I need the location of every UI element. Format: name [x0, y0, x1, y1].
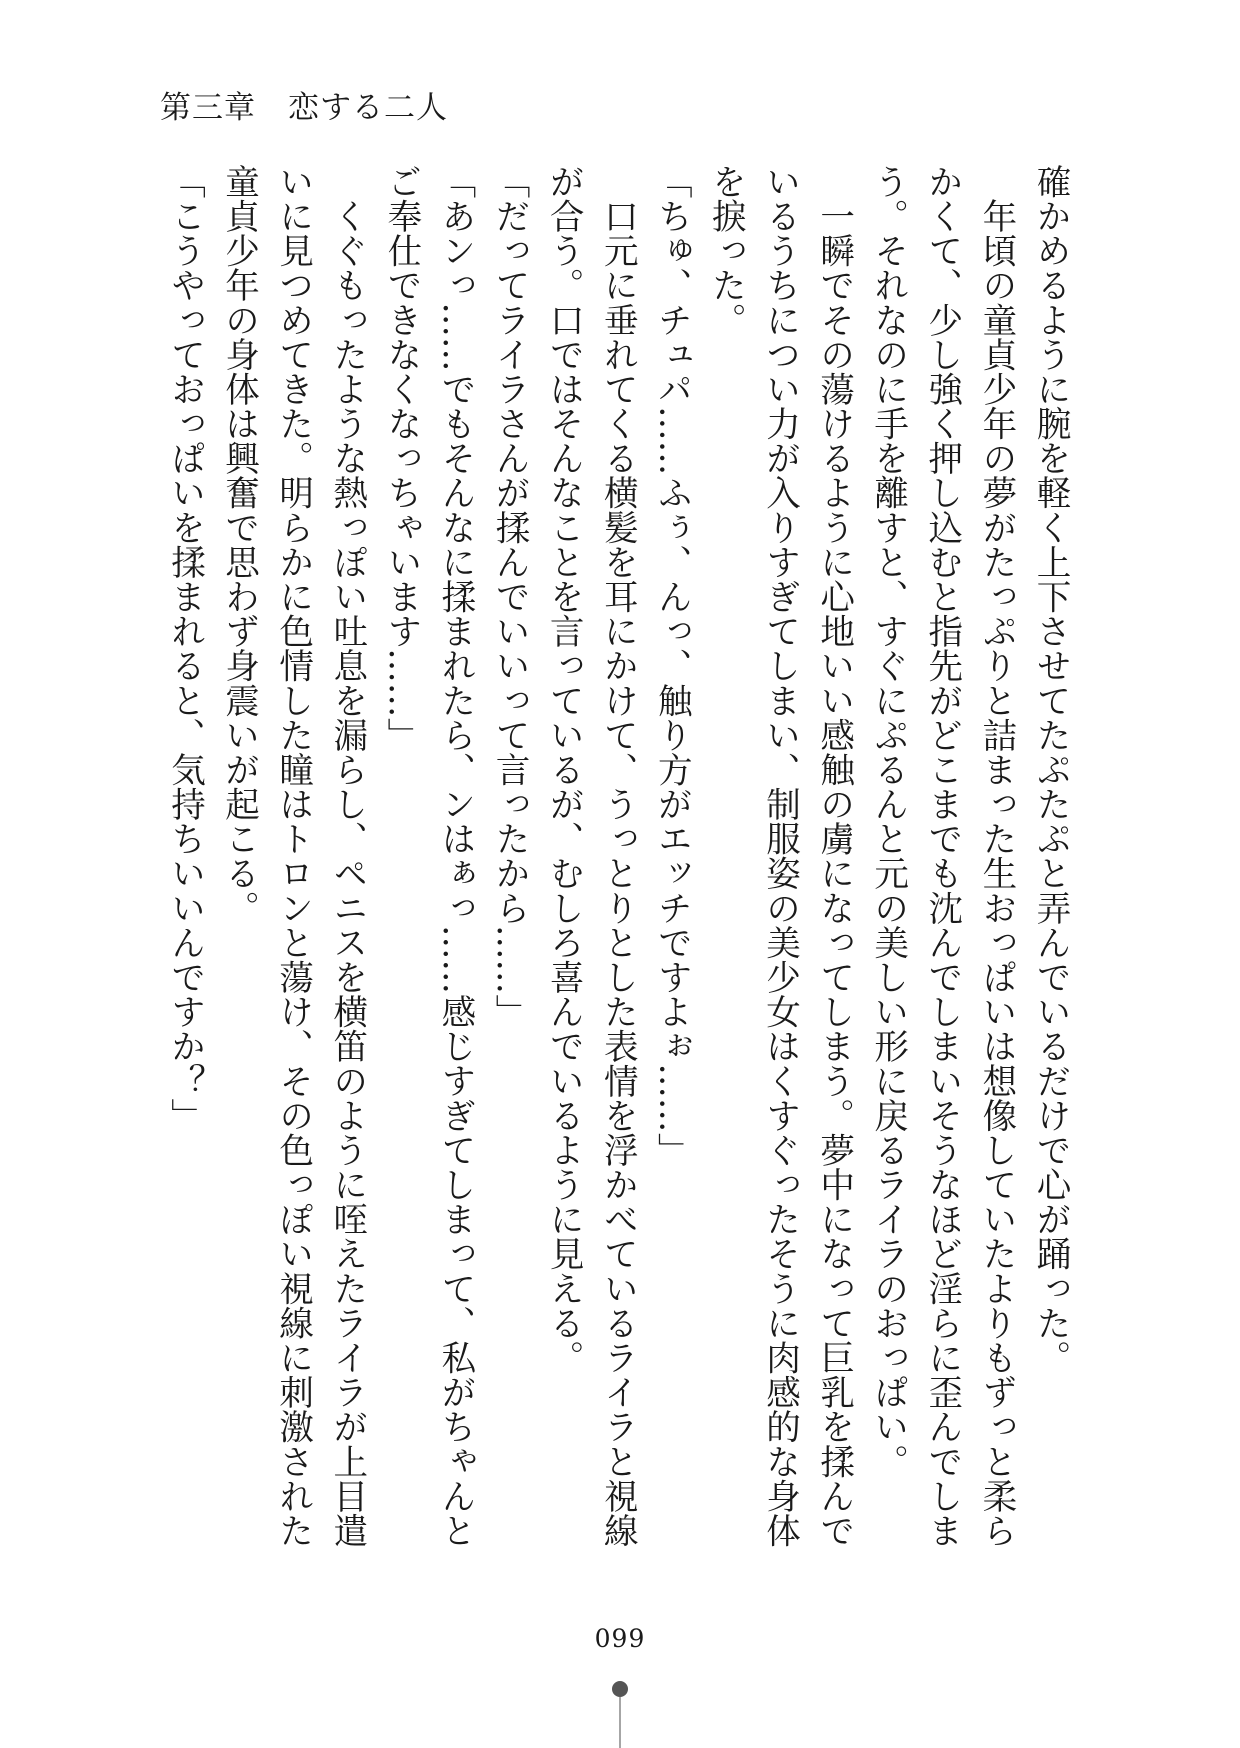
folio-dot-icon	[611, 1680, 629, 1748]
page-number: 099	[594, 1624, 646, 1653]
text-column: う。それなのに手を離すと、すぐにぷるんと元の美しい形に戻るライラのおっぱい。	[867, 164, 908, 1479]
text-column: いるうちについ力が入りすぎてしまい、制服姿の美少女はくすぐったそうに肉感的な身体	[759, 164, 800, 1548]
text-column: 「あンっ……でもそんなに揉まれたら、ンはぁっ……感じすぎてしまって、私がちゃんと	[434, 164, 475, 1548]
text-column: 確かめるように腕を軽く上下させてたぷたぷと弄んでいるだけで心が踊った。	[1030, 164, 1070, 1375]
text-column: を捩った。	[705, 164, 746, 337]
text-column: 年頃の童貞少年の夢がたっぷりと詰まった生おっぱいは想像していたよりもずっと柔ら	[975, 164, 1016, 1548]
text-column: 「だってライラさんが揉んでいいって言ったから……」	[489, 164, 530, 1029]
text-column: 一瞬でその蕩けるように心地いい感触の虜になってしまう。夢中になって巨乳を揉んで	[813, 164, 854, 1548]
text-column: くぐもったような熱っぽい吐息を漏らし、ペニスを横笛のように咥えたライラが上目遣	[326, 164, 367, 1548]
text-column: ご奉仕できなくなっちゃいます……」	[380, 164, 421, 753]
text-column: かくて、少し強く押し込むと指先がどこまでも沈んでしまいそうなほど淫らに歪んでしま	[921, 164, 962, 1548]
novel-body-text	[155, 164, 1077, 1579]
text-column: 口元に垂れてくる横髪を耳にかけて、うっとりとした表情を浮かべているライラと視線	[597, 164, 638, 1548]
text-column: 「ちゅ、チュパ……ふぅ、んっ、触り方がエッチですよぉ……」	[651, 164, 692, 1168]
running-header: 第三章 恋する二人	[160, 90, 448, 126]
text-column: 「こうやっておっぱいを揉まれると、気持ちいいんですか？」	[164, 164, 205, 1133]
text-column: いに見つめてきた。明らかに色情した瞳はトロンと蕩け、その色っぽい視線に刺激された	[272, 164, 313, 1548]
text-column: が合う。口ではそんなことを言っているが、むしろ喜んでいるように見える。	[543, 164, 584, 1375]
text-column: 童貞少年の身体は興奮で思わず身震いが起こる。	[218, 164, 259, 925]
